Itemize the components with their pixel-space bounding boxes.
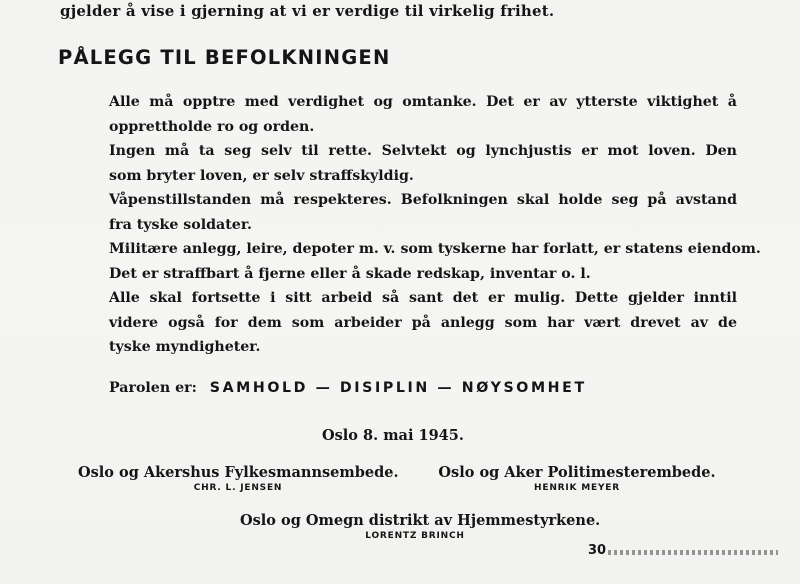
- rules-list: [109, 90, 761, 360]
- page-number: 30: [588, 543, 607, 558]
- section-heading: PÅLEGG TIL BEFOLKNINGEN: [58, 46, 391, 69]
- intro-closing-line: gjelder å vise i gjerning at vi er verdige til virkelig frihet.: [60, 2, 555, 20]
- signature-office: Oslo og Omegn distrikt av Hjemmestyrkene.: [240, 512, 601, 529]
- date-line: Oslo 8. mai 1945.: [322, 427, 464, 444]
- rule-line: Alle må opptre med verdighet og omtanke. Det er av ytterste viktighet å: [109, 94, 737, 110]
- rule-line: Ingen må ta seg selv til rette. Selvtekt og lynchjustis er mot loven. Den: [109, 143, 737, 159]
- parole-prefix: Parolen er:: [109, 380, 197, 396]
- rule-paragraph: [109, 286, 737, 360]
- rule-line: Alle skal fortsette i sitt arbeid så sant det er mulig. Dette gjelder inntil: [109, 290, 737, 306]
- rule-paragraph: [109, 188, 737, 237]
- rule-paragraph: [109, 90, 737, 139]
- signature-name: CHR. L. JENSEN: [193, 483, 283, 493]
- parole-line: [109, 380, 587, 396]
- rule-line: fra tyske soldater.: [109, 216, 252, 233]
- rule-line: tyske myndigheter.: [109, 339, 261, 355]
- signature-block-politimester: [432, 464, 722, 493]
- rule-line: opprettholde ro og orden.: [109, 118, 315, 135]
- rule-line: Det er straffbart å fjerne eller å skade redskap, inventar o. l.: [109, 265, 591, 282]
- rule-paragraph: [109, 237, 761, 286]
- rule-line: Våpenstillstanden må respekteres. Befolkningen skal holde seg på avstand: [109, 192, 737, 208]
- signature-office: Oslo og Akershus Fylkesmannsembede.: [78, 464, 399, 481]
- parole-words: SAMHOLD — DISIPLIN — NØYSOMHET: [209, 380, 587, 396]
- rule-paragraph: [109, 139, 737, 188]
- rule-line: Militære anlegg, leire, depoter m. v. som tyskerne har forlatt, er statens eiendom.: [109, 241, 761, 257]
- signature-block-fylkesmann: [78, 464, 398, 493]
- rule-line: videre også for dem som arbeider på anlegg som har vært drevet av de: [109, 314, 737, 331]
- signature-name: HENRIK MEYER: [534, 483, 620, 493]
- signature-block-hjemmestyrkene: [240, 512, 601, 541]
- signature-name: LORENTZ BRINCH: [365, 531, 465, 541]
- signature-office: Oslo og Aker Politimesterembede.: [438, 464, 716, 481]
- rule-line: som bryter loven, er selv straffskyldig.: [109, 167, 414, 184]
- print-smudge: [608, 550, 778, 555]
